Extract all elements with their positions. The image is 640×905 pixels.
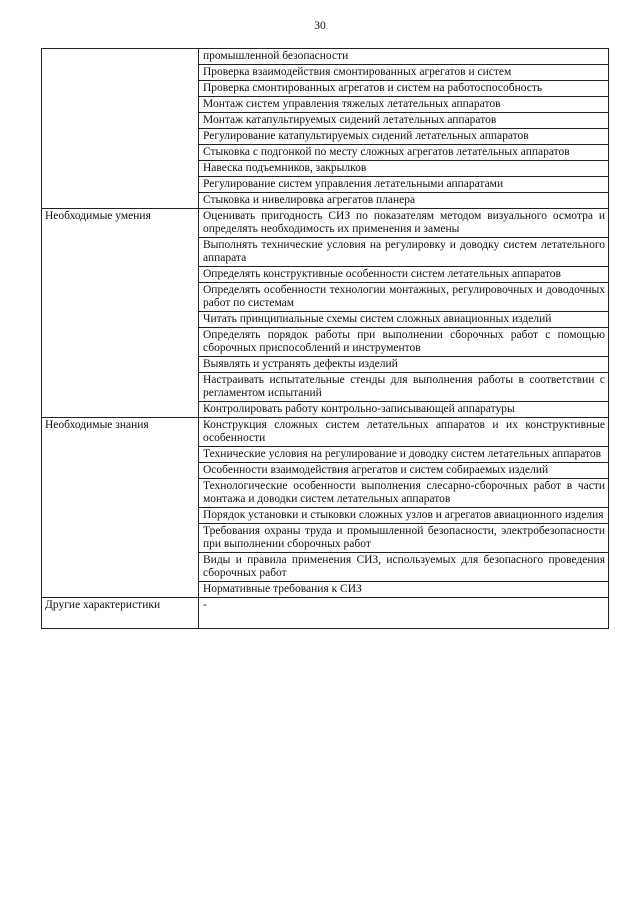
section-label-other: Другие характеристики (42, 598, 199, 629)
list-item: Регулирование систем управления летательными аппаратами (199, 177, 609, 193)
list-item: Особенности взаимодействия агрегатов и систем собираемых изделий (199, 463, 609, 479)
list-item: Выявлять и устранять дефекты изделий (199, 357, 609, 373)
section-label-skills: Необходимые умения (42, 209, 199, 418)
list-item: Стыковка с подгонкой по месту сложных агрегатов летательных аппаратов (199, 145, 609, 161)
list-item: Технологические особенности выполнения слесарно-сборочных работ в части монтажа и доводки систем летательных аппаратов (199, 479, 609, 508)
table-row (42, 209, 609, 238)
table-row (42, 49, 609, 65)
table-row (42, 418, 609, 447)
page-number: 30 (314, 20, 326, 32)
list-item: Монтаж систем управления тяжелых летательных аппаратов (199, 97, 609, 113)
list-item: Навеска подъемников, закрылков (199, 161, 609, 177)
list-item: Настраивать испытательные стенды для выполнения работы в соответствии с регламентом испытаний (199, 373, 609, 402)
list-item: Определять особенности технологии монтажных, регулировочных и доводочных работ по системам (199, 283, 609, 312)
list-item: Порядок установки и стыковки сложных узлов и агрегатов авиационного изделия (199, 508, 609, 524)
list-item: Проверка взаимодействия смонтированных агрегатов и систем (199, 65, 609, 81)
list-item: промышленной безопасности (199, 49, 609, 65)
section-label-knowledge: Необходимые знания (42, 418, 199, 598)
list-item: Технические условия на регулирование и доводку систем летательных аппаратов (199, 447, 609, 463)
section-label (42, 49, 199, 209)
list-item: Читать принципиальные схемы систем сложных авиационных изделий (199, 312, 609, 328)
list-item: Нормативные требования к СИЗ (199, 582, 609, 598)
list-item: Проверка смонтированных агрегатов и систем на работоспособность (199, 81, 609, 97)
list-item: Требования охраны труда и промышленной безопасности, электробезопасности при выполнении сборочных работ (199, 524, 609, 553)
list-item: Контролировать работу контрольно-записывающей аппаратуры (199, 402, 609, 418)
table-row (42, 598, 609, 629)
list-item: Конструкция сложных систем летательных аппаратов и их конструктивные особенности (199, 418, 609, 447)
requirements-table (41, 48, 609, 629)
list-item: - (199, 598, 609, 629)
list-item: Виды и правила применения СИЗ, используемых для безопасного проведения сборочных работ (199, 553, 609, 582)
list-item: Стыковка и нивелировка агрегатов планера (199, 193, 609, 209)
list-item: Монтаж катапультируемых сидений летательных аппаратов (199, 113, 609, 129)
list-item: Определять конструктивные особенности систем летательных аппаратов (199, 267, 609, 283)
list-item: Выполнять технические условия на регулировку и доводку систем летательного аппарата (199, 238, 609, 267)
list-item: Регулирование катапультируемых сидений летательных аппаратов (199, 129, 609, 145)
list-item: Оценивать пригодность СИЗ по показателям методом визуального осмотра и определять необходимость их применения и замены (199, 209, 609, 238)
list-item: Определять порядок работы при выполнении сборочных работ с помощью сборочных приспособлений и инструментов (199, 328, 609, 357)
